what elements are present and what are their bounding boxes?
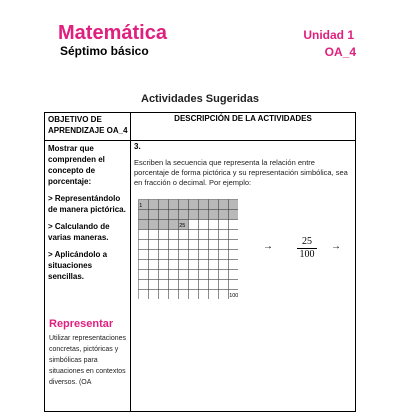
objective-item: > Representándolo de manera pictórica. <box>48 194 126 214</box>
grid-cell <box>229 230 239 240</box>
section-title: Actividades Sugeridas <box>141 93 259 105</box>
grade-subtitle: Séptimo básico <box>60 44 149 58</box>
grid-cell <box>199 250 209 260</box>
shaded-cell <box>229 200 239 210</box>
grid-cell <box>229 260 239 270</box>
shaded-cell <box>209 210 219 220</box>
grid-cell <box>159 240 169 250</box>
grid-cell <box>139 250 149 260</box>
grid-cell <box>139 260 149 270</box>
grid-cell <box>139 230 149 240</box>
grid-cell <box>179 250 189 260</box>
grid-cell <box>169 250 179 260</box>
grid-cell <box>199 260 209 270</box>
grid-cell <box>189 290 199 300</box>
grid-cell <box>209 240 219 250</box>
header-divider <box>45 140 355 141</box>
arrow-icon: → <box>263 241 273 252</box>
hundred-grid <box>138 199 238 299</box>
oa-label: OA_4 <box>324 45 356 59</box>
shaded-cell <box>199 200 209 210</box>
grid-cell <box>209 280 219 290</box>
grid-cell <box>209 220 219 230</box>
grid-cell <box>159 250 169 260</box>
shaded-cell <box>169 220 179 230</box>
grid-cell <box>149 250 159 260</box>
grid-cell <box>139 290 149 300</box>
grid-cell <box>169 280 179 290</box>
grid-cell <box>149 290 159 300</box>
objective-intro: Mostrar que comprenden el concepto de porcentaje: <box>48 144 105 186</box>
cell-label: 100 <box>229 292 238 299</box>
shaded-cell <box>169 200 179 210</box>
grid-cell <box>199 290 209 300</box>
cell-label: 1 <box>139 202 143 209</box>
grid-cell <box>149 260 159 270</box>
shaded-cell <box>189 210 199 220</box>
shaded-cell <box>149 220 159 230</box>
fraction-denominator: 100 <box>299 249 315 260</box>
shaded-cell <box>229 210 239 220</box>
activity-description: Escriben la secuencia que representa la relación entre porcentaje de forma pictórica y su representación simbólica, sea en fracción o decimal. Por ejemplo: <box>134 158 348 187</box>
grid-cell <box>229 240 239 250</box>
grid-cell <box>219 290 229 300</box>
grid-cell <box>179 270 189 280</box>
shaded-cell <box>209 200 219 210</box>
shaded-cell <box>219 210 229 220</box>
grid-cell <box>189 250 199 260</box>
shaded-cell <box>169 210 179 220</box>
cell-label: 25 <box>179 222 186 229</box>
shaded-cell <box>149 200 159 210</box>
shaded-cell <box>159 220 169 230</box>
grid-cell <box>189 230 199 240</box>
grid-cell <box>209 270 219 280</box>
shaded-cell <box>149 210 159 220</box>
grid-cell <box>219 280 229 290</box>
grid-cell <box>149 280 159 290</box>
grid-cell <box>149 230 159 240</box>
grid-cell <box>169 240 179 250</box>
grid-cell <box>209 250 219 260</box>
grid-cell <box>189 260 199 270</box>
grid-cell <box>169 260 179 270</box>
grid-cell <box>229 250 239 260</box>
grid-cell <box>199 230 209 240</box>
grid-cell <box>219 270 229 280</box>
grid-cell <box>139 280 149 290</box>
grid-cell <box>159 230 169 240</box>
grid-cell <box>219 220 229 230</box>
shaded-cell <box>139 210 149 220</box>
representar-text: Utilizar representaciones concretas, pictóricas y simbólicas para situaciones en contextos diversos. (OA <box>49 335 127 386</box>
grid-cell <box>219 240 229 250</box>
objective-column-header: OBJETIVO DE APRENDIZAJE OA_4 <box>48 115 128 135</box>
grid-cell <box>199 240 209 250</box>
fraction <box>297 236 317 261</box>
grid-cell <box>169 270 179 280</box>
grid-cell <box>149 270 159 280</box>
fraction-numerator: 25 <box>297 236 317 249</box>
grid-cell <box>159 260 169 270</box>
activities-table <box>44 112 356 412</box>
activity-number: 3. <box>134 142 141 151</box>
grid-cell <box>219 250 229 260</box>
grid-cell <box>209 230 219 240</box>
grid-cell <box>189 280 199 290</box>
grid-cell <box>199 280 209 290</box>
grid-cell <box>139 240 149 250</box>
shaded-cell <box>159 210 169 220</box>
grid-cell <box>189 270 199 280</box>
arrow-icon: → <box>331 241 341 252</box>
objective-item: > Calculando de varias maneras. <box>48 222 110 242</box>
description-column-header: DESCRIPCIÓN DE LA ACTIVIDADES <box>174 114 312 123</box>
shaded-cell <box>139 220 149 230</box>
shaded-cell <box>179 210 189 220</box>
objective-content <box>48 143 130 288</box>
grid-cell <box>189 220 199 230</box>
grid-cell <box>209 290 219 300</box>
grid-cell <box>149 240 159 250</box>
grid-cell <box>169 290 179 300</box>
grid-cell <box>159 290 169 300</box>
grid-cell <box>179 280 189 290</box>
grid-cell <box>159 270 169 280</box>
grid-cell <box>219 260 229 270</box>
grid-cell <box>139 270 149 280</box>
subject-title: Matemática <box>58 22 167 44</box>
representar-title: Representar <box>49 318 114 330</box>
grid-cell <box>229 220 239 230</box>
grid-cell <box>199 220 209 230</box>
grid-cell <box>189 240 199 250</box>
grid-cell <box>209 260 219 270</box>
grid-cell <box>219 230 229 240</box>
grid-cell <box>159 280 169 290</box>
shaded-cell <box>159 200 169 210</box>
grid-cell <box>229 270 239 280</box>
shaded-cell <box>189 200 199 210</box>
grid-cell <box>179 230 189 240</box>
shaded-cell <box>199 210 209 220</box>
shaded-cell <box>219 200 229 210</box>
unit-label: Unidad 1 <box>303 28 354 42</box>
grid-cell <box>229 280 239 290</box>
grid-cell <box>169 230 179 240</box>
grid-cell <box>179 290 189 300</box>
grid-cell <box>179 260 189 270</box>
grid-cell <box>179 240 189 250</box>
shaded-cell <box>179 200 189 210</box>
objective-item: > Aplicándolo a situaciones sencillas. <box>48 250 108 281</box>
grid-cell <box>199 270 209 280</box>
